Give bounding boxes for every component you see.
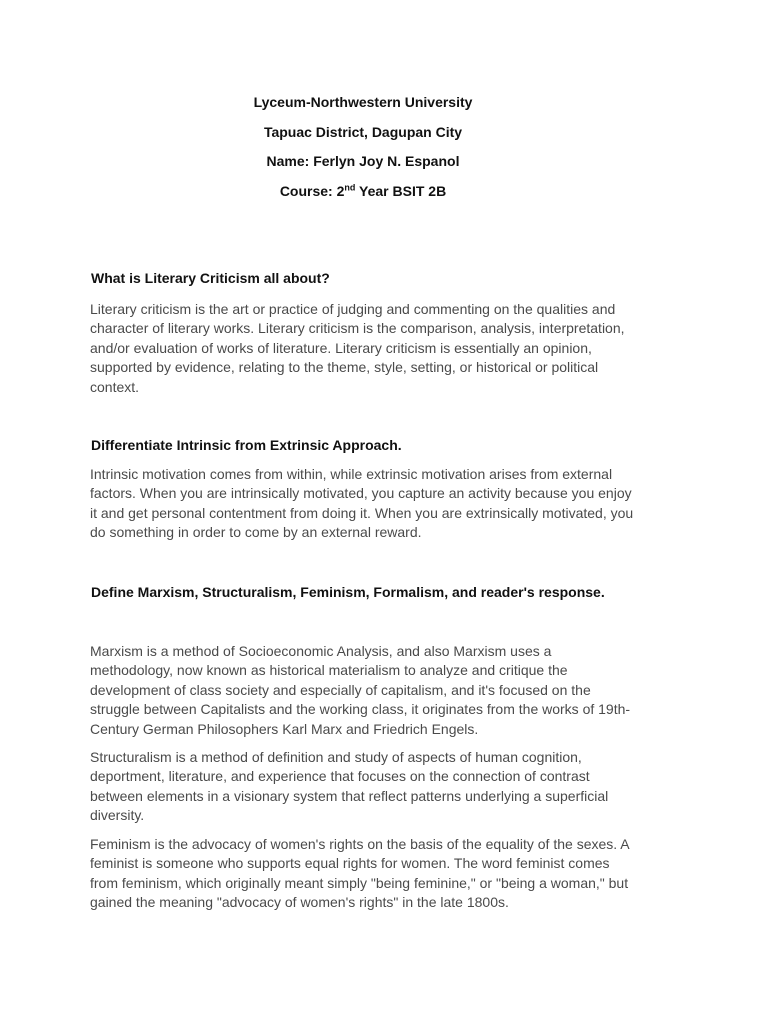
- paragraph-line: Century German Philosophers Karl Marx and Friedrich Engels.: [90, 720, 479, 737]
- paragraph-line: diversity.: [90, 807, 145, 824]
- paragraph-line: gained the meaning "advocacy of women's rights" in the late 1800s.: [90, 894, 509, 911]
- marxism-paragraph: [90, 642, 690, 739]
- course-ordinal-suffix: nd: [344, 181, 356, 192]
- question-3-heading: Define Marxism, Structuralism, Feminism, Formalism, and reader's response.: [91, 584, 605, 600]
- paragraph-line: Marxism is a method of Socioeconomic Analysis, and also Marxism uses a: [90, 643, 552, 659]
- paragraph-line: between elements in a visionary system that reflect patterns underlying a superficial: [90, 787, 609, 804]
- course-prefix: Course: 2: [279, 182, 345, 199]
- student-name: Name: Ferlyn Joy N. Espanol: [266, 153, 460, 169]
- question-1-heading: What is Literary Criticism all about?: [91, 270, 330, 286]
- university-location: Tapuac District, Dagupan City: [263, 123, 463, 140]
- paragraph-line: Structuralism is a method of definition and study of aspects of human cognition,: [90, 749, 582, 765]
- paragraph-line: factors. When you are intrinsically motivated, you capture an activity because you enjoy: [90, 485, 632, 502]
- course-suffix: Year BSIT 2B: [355, 182, 447, 199]
- feminism-paragraph: [90, 835, 690, 913]
- paragraph-line: Feminism is the advocacy of women's rights on the basis of the equality of the sexes. A: [90, 836, 630, 852]
- paragraph-line: Intrinsic motivation comes from within, while extrinsic motivation arises from external: [90, 466, 613, 482]
- paragraph-line: supported by evidence, relating to the theme, style, setting, or historical or political: [90, 359, 599, 376]
- paragraph-line: from feminism, which originally meant simply "being feminine," or "being a woman," but: [90, 874, 629, 891]
- paragraph-line: context.: [90, 378, 140, 395]
- paragraph-line: Literary criticism is the art or practice of judging and commenting on the qualities and: [90, 301, 616, 317]
- document-header: [0, 93, 726, 211]
- course-line: [0, 182, 726, 212]
- question-2-heading: Differentiate Intrinsic from Extrinsic Approach.: [91, 437, 402, 453]
- paragraph-line: struggle between Capitalists and the working class, it originates from the works of 19th-: [90, 701, 631, 718]
- paragraph-line: character of literary works. Literary criticism is the comparison, analysis, interpretation,: [90, 320, 625, 337]
- paragraph-line: and/or evaluation of works of literature. Literary criticism is essentially an opinion,: [90, 339, 592, 356]
- paragraph-line: deportment, literature, and experience that focuses on the connection of contrast: [90, 768, 590, 785]
- paragraph-line: do something in order to come by an external reward.: [90, 524, 422, 541]
- question-2-answer: [90, 465, 690, 543]
- paragraph-line: development of class society and especially of capitalism, and it's focused on the: [90, 681, 591, 698]
- university-name: Lyceum-Northwestern University: [253, 94, 473, 110]
- structuralism-paragraph: [90, 748, 690, 826]
- paragraph-line: it and get personal contentment from doing it. When you are extrinsically motivated, you: [90, 504, 634, 521]
- paragraph-line: methodology, now known as historical materialism to analyze and critique the: [90, 662, 568, 679]
- question-1-answer: [90, 300, 690, 397]
- paragraph-line: feminist is someone who supports equal rights for women. The word feminist comes: [90, 855, 610, 872]
